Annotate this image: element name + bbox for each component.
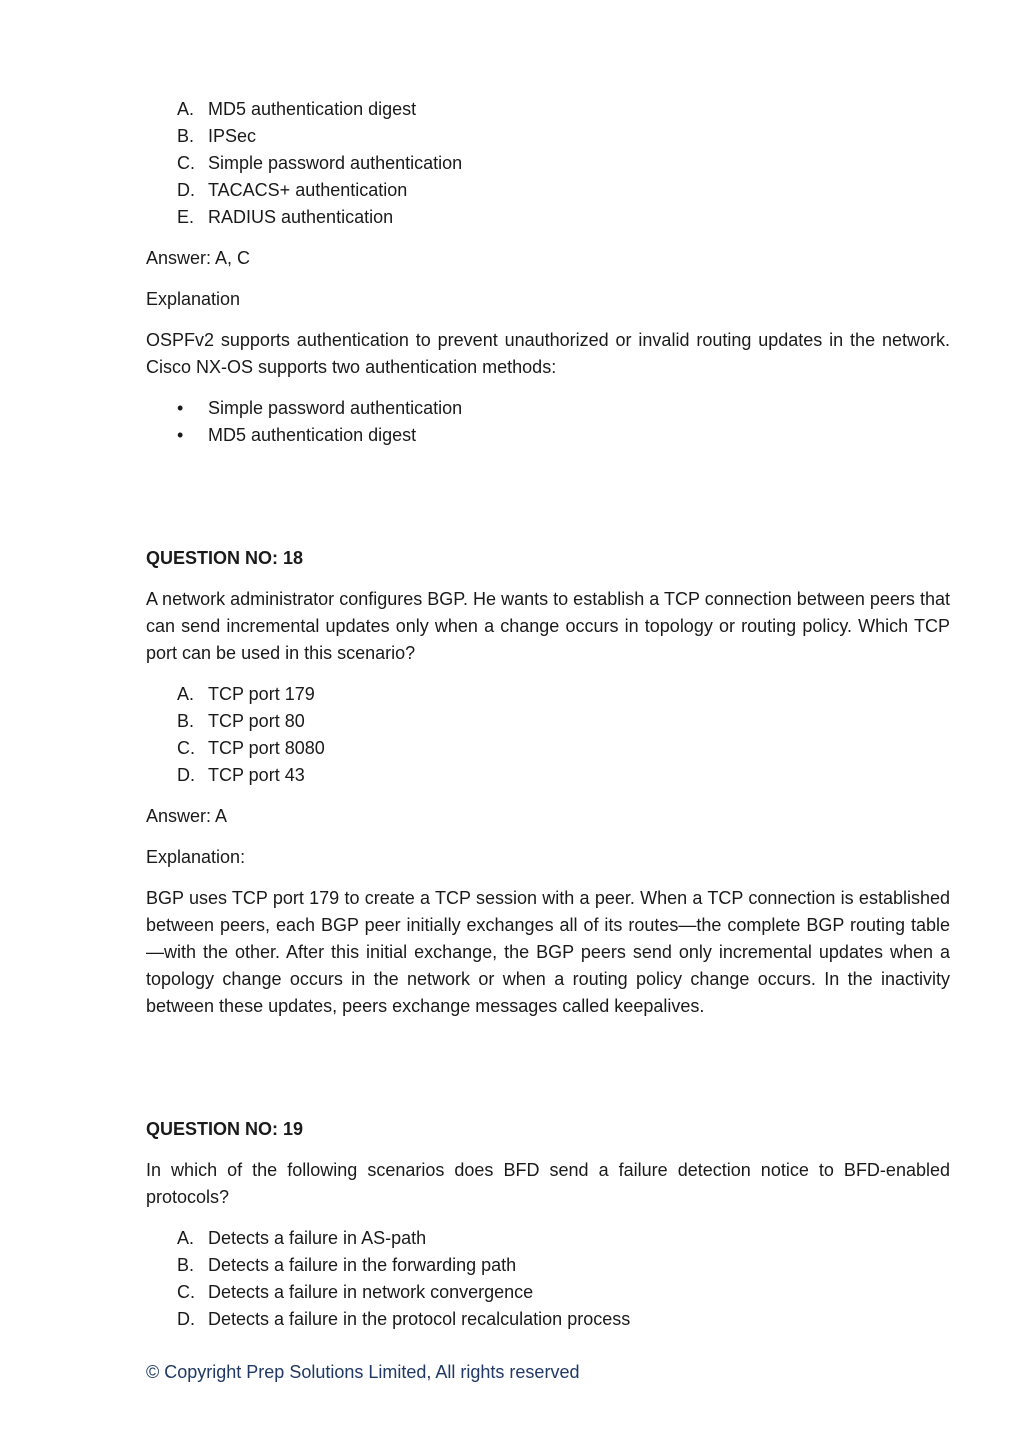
option-text: Detects a failure in the forwarding path	[208, 1255, 517, 1275]
explanation-label: Explanation	[146, 289, 241, 309]
option-item	[146, 96, 950, 123]
answer-line: Answer: A	[146, 806, 228, 826]
bullet-text: Simple password authentication	[208, 398, 463, 418]
option-item	[146, 123, 950, 150]
question-title: QUESTION NO: 18	[146, 548, 304, 568]
option-item	[146, 708, 950, 735]
option-item	[146, 735, 950, 762]
option-text: MD5 authentication digest	[208, 99, 417, 119]
answer-line: Answer: A, C	[146, 248, 251, 268]
option-text: Detects a failure in network convergence	[208, 1282, 534, 1302]
option-item	[146, 150, 950, 177]
option-item	[146, 762, 950, 789]
option-letter: B.	[177, 711, 195, 731]
option-letter: C.	[177, 153, 195, 173]
option-item	[146, 1279, 950, 1306]
question-title: QUESTION NO: 19	[146, 1119, 304, 1139]
option-text: Simple password authentication	[208, 153, 463, 173]
bullet-icon: •	[177, 425, 184, 445]
prev-question-options	[146, 96, 950, 231]
explanation-text: OSPFv2 supports authentication to prevent unauthorized or invalid routing updates in the network. Cisco NX-OS supports two authentication methods:	[146, 330, 950, 377]
option-letter: A.	[177, 684, 195, 704]
option-letter: D.	[177, 1309, 195, 1329]
explanation-bullets	[146, 395, 950, 449]
option-letter: C.	[177, 738, 195, 758]
bullet-item	[146, 395, 950, 422]
option-letter: D.	[177, 180, 195, 200]
option-text: TCP port 179	[208, 684, 315, 704]
bullet-text: MD5 authentication digest	[208, 425, 417, 445]
option-letter: E.	[177, 207, 195, 227]
option-item	[146, 1252, 950, 1279]
question-options	[146, 681, 950, 789]
explanation-label: Explanation:	[146, 847, 246, 867]
question-text: A network administrator configures BGP. He wants to establish a TCP connection between peers that can send incremental updates only when a change occurs in topology or routing policy. Which TCP port can be used in this scenario?	[146, 589, 950, 663]
option-letter: C.	[177, 1282, 195, 1302]
section-spacer	[146, 463, 950, 545]
bullet-item	[146, 422, 950, 449]
option-text: Detects a failure in AS-path	[208, 1228, 427, 1248]
option-item	[146, 681, 950, 708]
option-item	[146, 1306, 950, 1333]
option-text: TCP port 80	[208, 711, 305, 731]
option-item	[146, 1225, 950, 1252]
option-text: IPSec	[208, 126, 257, 146]
section-spacer	[146, 1034, 950, 1116]
option-letter: B.	[177, 126, 195, 146]
option-letter: D.	[177, 765, 195, 785]
explanation-text: BGP uses TCP port 179 to create a TCP session with a peer. When a TCP connection is established between peers, each BGP peer initially exchanges all of its routes—the complete BGP routing table—with the other. After this initial exchange, the BGP peers send only incremental updates when a topology change occurs in the network or when a routing policy change occurs. In the inactivity between these updates, peers exchange messages called keepalives.	[146, 888, 950, 1016]
page-content	[146, 96, 950, 1347]
option-item	[146, 204, 950, 231]
question-text: In which of the following scenarios does BFD send a failure detection notice to BFD-enabled protocols?	[146, 1160, 950, 1207]
option-letter: B.	[177, 1255, 195, 1275]
question-options	[146, 1225, 950, 1333]
option-text: TACACS+ authentication	[208, 180, 408, 200]
option-item	[146, 177, 950, 204]
option-text: TCP port 8080	[208, 738, 325, 758]
copyright-footer: © Copyright Prep Solutions Limited, All rights reserved	[146, 1362, 580, 1382]
option-letter: A.	[177, 99, 195, 119]
option-text: RADIUS authentication	[208, 207, 394, 227]
option-text: TCP port 43	[208, 765, 305, 785]
option-text: Detects a failure in the protocol recalculation process	[208, 1309, 631, 1329]
bullet-icon: •	[177, 398, 184, 418]
option-letter: A.	[177, 1228, 195, 1248]
